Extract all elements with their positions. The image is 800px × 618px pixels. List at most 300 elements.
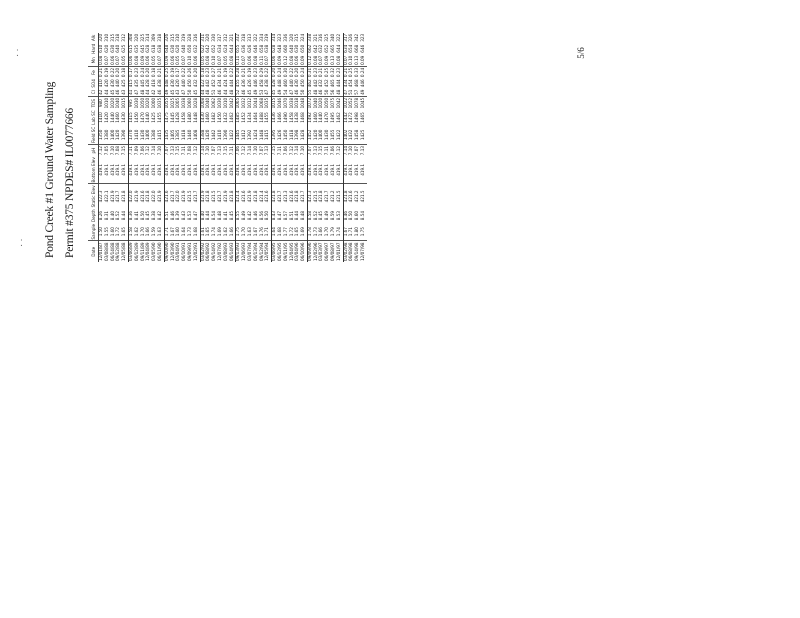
table-cell: 645 (140, 44, 146, 53)
table-cell: 1442 (343, 112, 349, 123)
table-cell: 418 (152, 79, 158, 88)
table-cell: 421.9 (248, 184, 254, 208)
table-cell: 1052 (349, 97, 355, 109)
table-cell: 1415 (158, 126, 164, 145)
table-cell: 0.06 (146, 55, 152, 65)
table-cell: 46 (319, 89, 325, 95)
table-row (224, 33, 230, 262)
table-cell: 1460 (313, 112, 319, 123)
document-title: Pond Creek #1 Ground Water Sampling (44, 81, 56, 258)
table-cell: 421.8 (319, 184, 325, 208)
table-cell: 419.1 (134, 163, 140, 176)
table-cell: 7.11 (277, 146, 283, 156)
table-cell: 1392 (247, 129, 253, 141)
table-cell: 7.11 (325, 146, 331, 156)
table-cell: 440 (182, 79, 188, 88)
table-cell: 310 (104, 33, 110, 42)
table-cell: 1475 (164, 112, 170, 123)
table-cell: 332 (236, 33, 242, 42)
table-cell: 422.0 (152, 184, 158, 208)
table-cell: 0.27 (212, 67, 218, 78)
table-cell: 420 (104, 79, 110, 88)
table-cell: 450 (301, 79, 307, 88)
column-header: Fe (88, 66, 99, 78)
table-cell: 0.20 (116, 67, 122, 78)
table-cell: 1000 (152, 97, 158, 109)
table-cell: 1.74 (337, 223, 343, 241)
table-cell: 419.1 (295, 163, 301, 176)
table-cell: 7.14 (343, 146, 349, 156)
table-cell: 7.14 (200, 146, 206, 156)
table-cell: 665 (331, 44, 337, 53)
table-cell: 1042 (336, 97, 342, 109)
table-cell: 1395 (272, 129, 278, 141)
table-cell: 1466 (277, 112, 283, 123)
table-cell: 1.69 (301, 223, 307, 241)
table-cell: 42 (152, 89, 158, 95)
table-cell: 0.10 (187, 55, 193, 65)
table-cell: 0.08 (134, 55, 140, 65)
table-cell: 09/14/98 (355, 242, 361, 261)
table-cell: 340 (331, 33, 337, 42)
table-cell: 0.07 (343, 55, 349, 65)
table-cell: 0.07 (242, 55, 248, 65)
table-cell: 03/03/97 (319, 242, 325, 261)
table-cell: 7.12 (242, 146, 248, 156)
table-cell: 1498 (355, 112, 361, 123)
table-cell: 435 (134, 79, 140, 88)
table-cell: 314 (146, 33, 152, 42)
table-cell: 0.08 (206, 55, 212, 65)
table-cell: 421.7 (116, 184, 122, 208)
table-cell: 1434 (247, 112, 253, 123)
table-cell: 1410 (217, 129, 223, 141)
table-cell: 419.1 (283, 163, 289, 176)
table-cell: 03/02/98 (343, 242, 349, 261)
table-cell: 1430 (325, 129, 331, 141)
table-cell: 654 (349, 44, 355, 53)
table-cell: 1440 (319, 112, 325, 123)
table-cell: 638 (265, 44, 271, 53)
table-row (194, 33, 200, 262)
column-header: SO4 (88, 78, 99, 89)
table-cell: 419.1 (331, 163, 337, 176)
table-cell: 421.5 (188, 184, 194, 208)
table-cell: 1455 (158, 109, 164, 125)
table-cell: 8.40 (110, 211, 116, 221)
table-cell: 1.65 (295, 227, 301, 237)
table-cell: 644 (336, 44, 342, 53)
table-cell: 320 (206, 33, 212, 42)
table-cell: 326 (164, 33, 170, 42)
table-cell: 1.64 (182, 227, 188, 237)
table-cell: 0.22 (229, 67, 235, 78)
table-cell: 1415 (128, 112, 134, 123)
table-cell: 7.12 (336, 146, 342, 156)
table-cell: 1040 (206, 97, 212, 109)
table-cell: 434 (343, 79, 349, 88)
table-cell: 0.22 (265, 67, 271, 78)
table-cell: 419.1 (140, 163, 146, 176)
column-header: Alk (88, 33, 99, 43)
table-cell: 318 (116, 33, 122, 42)
table-cell: 0.12 (307, 55, 313, 65)
table-cell: 7.10 (206, 146, 212, 156)
table-cell: 318 (242, 33, 248, 42)
table-cell: 06/13/94 (253, 242, 259, 261)
table-cell: 446 (361, 79, 367, 88)
table-cell: 315 (110, 33, 116, 42)
table-cell: 7.13 (361, 146, 367, 156)
table-cell: 442 (206, 79, 212, 88)
table-cell: 422.3 (99, 184, 105, 208)
table-cell: 0.11 (259, 55, 265, 65)
table-cell: 0.12 (283, 55, 289, 65)
table-cell: 1455 (265, 109, 271, 125)
table-cell: 1075 (331, 97, 337, 109)
table-cell: 12/07/92 (217, 242, 223, 261)
table-cell: 48 (313, 89, 319, 95)
table-cell: 1398 (295, 129, 301, 141)
table-cell: 419.1 (99, 163, 104, 176)
table-cell: 09/14/92 (212, 242, 218, 261)
table-cell: 421.3 (284, 184, 290, 208)
table-cell: 320 (289, 33, 295, 42)
table-cell: 8.59 (331, 211, 337, 221)
table-row (278, 33, 284, 262)
table-cell: 53 (259, 89, 265, 95)
table-cell: 421.8 (146, 184, 152, 208)
table-cell: 45 (170, 89, 176, 95)
table-cell: 630 (295, 44, 301, 53)
table-cell: 1045 (361, 97, 367, 109)
table-cell: 1388 (200, 129, 206, 141)
table-cell: 8.36 (128, 211, 134, 221)
table-cell: 454 (349, 79, 355, 88)
table-cell: 0.20 (295, 67, 301, 78)
table-cell: 48 (140, 89, 146, 95)
table-cell: 1435 (164, 129, 170, 141)
table-cell: 06/11/90 (157, 242, 163, 261)
table-cell: 8.48 (217, 211, 223, 221)
table-cell: 419.1 (212, 163, 218, 176)
table-cell: 315 (295, 33, 301, 42)
table-cell: 632 (319, 44, 325, 53)
table-cell: 0.06 (272, 55, 278, 65)
table-cell: 1068 (259, 97, 265, 109)
table-cell: 1452 (242, 112, 248, 123)
column-header: TDS (88, 96, 99, 109)
table-cell: 06/12/95 (277, 242, 283, 261)
table-cell: 7.06 (331, 146, 337, 156)
table-cell: 09/09/96 (307, 242, 313, 261)
table-cell: 662 (307, 44, 313, 53)
table-cell: 0.06 (193, 55, 199, 65)
table-cell: 47 (134, 89, 140, 95)
table-cell: 0.18 (200, 67, 206, 78)
table-cell: 09/11/95 (283, 242, 289, 261)
table-cell: 56 (331, 89, 337, 95)
table-cell: 8.53 (337, 208, 343, 223)
table-cell: 421.7 (194, 184, 200, 208)
table-cell: 0.22 (182, 67, 188, 78)
table-cell: 0.06 (110, 55, 116, 65)
table-cell: 0.08 (313, 55, 319, 65)
column-header: Field SC (88, 126, 99, 145)
table-cell: 642 (313, 44, 319, 53)
table-cell: 49 (361, 89, 367, 95)
table-cell: 7.10 (157, 146, 163, 156)
table-cell: 47 (182, 89, 188, 95)
table-cell: 1025 (170, 97, 176, 109)
table-cell: 0.25 (349, 67, 355, 78)
table-cell: 1.67 (343, 227, 349, 237)
table-cell: 1.67 (170, 227, 176, 237)
table-cell: 0.25 (325, 67, 331, 78)
table-cell: 1430 (122, 109, 128, 125)
table-cell: 1.60 (110, 227, 116, 237)
table-cell: 610 (99, 44, 104, 53)
table-cell: 0.06 (128, 55, 134, 65)
table-cell: 12/05/94 (265, 242, 271, 261)
table-cell: 1425 (152, 112, 158, 123)
table-cell: 452 (325, 79, 331, 88)
table-cell: 7.07 (259, 146, 265, 156)
table-cell: 46 (116, 89, 122, 95)
table-cell: 419.1 (146, 163, 152, 176)
table-cell: 0.23 (313, 67, 319, 78)
table-cell: 0.06 (295, 55, 301, 65)
table-row (361, 33, 367, 262)
table-cell: 50 (301, 89, 307, 95)
table-cell: 7.06 (140, 146, 146, 156)
table-cell: 1.50 (99, 227, 104, 237)
table-cell: 421.8 (272, 184, 278, 208)
table-cell: 415 (128, 79, 134, 88)
table-cell: 03/06/89 (128, 242, 134, 261)
table-cell: 06/08/98 (349, 242, 355, 261)
scan-speck: ⁚ (20, 238, 23, 248)
table-cell: 419.1 (223, 163, 229, 176)
table-cell: 1.65 (206, 227, 212, 237)
table-cell: 660 (283, 44, 289, 53)
table-cell: 308 (128, 33, 134, 42)
table-cell: 0.07 (217, 55, 223, 65)
table-cell: 8.41 (223, 211, 229, 221)
table-cell: 0.33 (355, 67, 361, 78)
table-cell: 48 (336, 89, 342, 95)
table-cell: 436 (242, 79, 248, 88)
table-cell: 428 (272, 79, 278, 88)
table-cell: 49 (164, 89, 170, 95)
table-cell: 421.8 (230, 184, 236, 208)
table-cell: 1418 (289, 129, 295, 141)
table-cell: 648 (164, 44, 170, 53)
table-row (301, 33, 307, 262)
table-cell: 421.9 (158, 184, 164, 208)
table-cell: 8.55 (236, 211, 242, 221)
table-cell: 12/04/89 (146, 242, 152, 261)
table-cell: 1470 (140, 112, 146, 123)
table-cell: 0.23 (253, 67, 259, 78)
table-cell: 1420 (104, 112, 110, 123)
table-cell: 1.68 (277, 227, 283, 237)
table-cell: 0.09 (277, 55, 283, 65)
table-cell: 1445 (236, 129, 242, 141)
table-cell: 0.32 (331, 67, 337, 78)
table-cell: 42 (99, 89, 104, 95)
table-cell: 422 (200, 79, 206, 88)
table-cell: 8.52 (313, 211, 319, 221)
table-cell: 446 (253, 79, 259, 88)
table-cell: 419.1 (236, 163, 242, 176)
table-cell: 1035 (157, 97, 163, 109)
table-cell: 8.39 (176, 211, 182, 221)
table-cell: 448 (164, 79, 170, 88)
table-cell: 12/04/95 (289, 242, 295, 261)
table-cell: 09/12/88 (116, 242, 122, 261)
table-cell: 0.09 (325, 55, 331, 65)
table-cell: 8.54 (212, 211, 218, 221)
table-cell: 1.73 (187, 227, 193, 237)
table-cell: 1.58 (128, 227, 134, 237)
table-cell: 319 (265, 33, 271, 42)
table-cell: 421.5 (314, 184, 320, 208)
table-cell: 7.11 (229, 146, 235, 156)
table-cell: 1030 (217, 97, 223, 109)
table-cell: 632 (193, 44, 199, 53)
table-cell: 0.09 (164, 55, 170, 65)
table-cell: 0.25 (164, 67, 170, 78)
table-cell: 1458 (355, 129, 361, 141)
table-cell: 317 (217, 33, 223, 42)
table-cell: 12/05/88 (122, 242, 128, 261)
table-cell: 12/03/90 (170, 242, 176, 261)
table-cell: 1420 (116, 129, 122, 141)
table-cell: 1.70 (242, 227, 248, 237)
table-cell: 419.1 (301, 156, 307, 184)
table-cell: 1.68 (194, 223, 200, 241)
table-cell: 44 (146, 89, 152, 95)
table-cell: 1.66 (230, 223, 236, 241)
table-cell: 419.1 (247, 163, 253, 176)
table-cell: 419.1 (307, 163, 313, 176)
table-cell: 650 (187, 44, 193, 53)
table-cell: 0.20 (272, 67, 278, 78)
table-row (135, 33, 141, 262)
table-row (218, 33, 224, 262)
table-cell: 1.73 (313, 227, 319, 237)
table-cell: 615 (128, 44, 134, 53)
table-row (164, 33, 170, 262)
table-cell: 8.45 (319, 211, 325, 221)
table-cell: 646 (253, 44, 259, 53)
table-cell: 03/07/94 (247, 242, 253, 261)
table-cell: 1038 (182, 97, 188, 109)
table-cell: 1462 (337, 109, 343, 125)
table-cell: 421.7 (218, 184, 224, 208)
table-cell: 419.1 (361, 163, 367, 176)
table-cell: 1010 (223, 97, 229, 109)
table-cell: 421.6 (349, 184, 355, 208)
table-cell: 1.71 (349, 227, 355, 237)
table-cell: 03/05/90 (152, 242, 158, 261)
table-cell: 03/04/91 (176, 242, 182, 261)
table-cell: 336 (283, 33, 289, 42)
table-cell: 625 (122, 44, 128, 53)
table-cell: 1.61 (200, 227, 206, 237)
table-cell: 12/07/98 (361, 242, 367, 261)
table-cell: 03/08/93 (223, 242, 229, 261)
table-cell: 646 (361, 44, 367, 53)
table-cell: 311 (200, 33, 206, 42)
table-cell: 1.72 (289, 227, 295, 237)
table-cell: 0.07 (104, 55, 110, 65)
table-cell: 0.21 (343, 67, 349, 78)
table-cell: 419.1 (158, 156, 164, 184)
table-cell: 450 (187, 79, 193, 88)
column-header: Hard (88, 43, 99, 55)
table-cell: 618 (152, 44, 158, 53)
table-cell: 8.42 (158, 208, 164, 223)
table-cell: 7.12 (289, 146, 295, 156)
table-cell: 421.3 (307, 184, 313, 208)
table-cell: 45 (272, 89, 278, 95)
table-cell: 0.06 (170, 55, 176, 65)
table-cell: 0.08 (289, 55, 295, 65)
table-cell: 420 (176, 79, 182, 88)
rotated-document (44, 0, 584, 268)
table-row (128, 33, 134, 262)
table-cell: 7.06 (236, 146, 242, 156)
table-cell: 1380 (152, 129, 158, 141)
table-cell: 419.1 (337, 156, 343, 184)
table-cell: 434 (217, 79, 223, 88)
table-cell: 8.40 (200, 211, 206, 221)
scan-speck: ⁚ (16, 48, 19, 58)
table-row (254, 33, 260, 262)
table-cell: 7.14 (152, 146, 158, 156)
table-cell: 0.17 (128, 67, 134, 78)
table-cell: 309 (152, 33, 158, 42)
table-cell: 634 (343, 44, 349, 53)
table-cell: 422.1 (105, 184, 111, 208)
table-cell: 0.19 (170, 67, 176, 78)
table-cell: 7.10 (349, 146, 355, 156)
table-cell: 1468 (301, 109, 307, 125)
table-cell: 0.07 (116, 55, 122, 65)
table-cell: 638 (157, 44, 163, 53)
table-cell: 1495 (331, 112, 337, 123)
table-cell: 7.15 (272, 146, 278, 156)
table-cell: 7.06 (283, 146, 289, 156)
table-cell: 468 (355, 79, 361, 88)
table-cell: 421.2 (331, 184, 337, 208)
table-cell: 1455 (331, 129, 337, 141)
table-cell: 0.31 (307, 67, 313, 78)
table-cell: 419.1 (194, 156, 200, 184)
table-cell: 7.09 (134, 146, 140, 156)
table-cell: 1460 (206, 112, 212, 123)
table-cell: 421.6 (265, 184, 271, 208)
table-row (105, 33, 111, 262)
table-cell: 419.1 (277, 163, 283, 176)
table-row (122, 33, 128, 262)
table-cell: 445 (140, 79, 146, 88)
table-cell: 0.11 (236, 55, 242, 65)
table-cell: 1422 (337, 126, 343, 145)
table-cell: 1062 (212, 97, 218, 109)
